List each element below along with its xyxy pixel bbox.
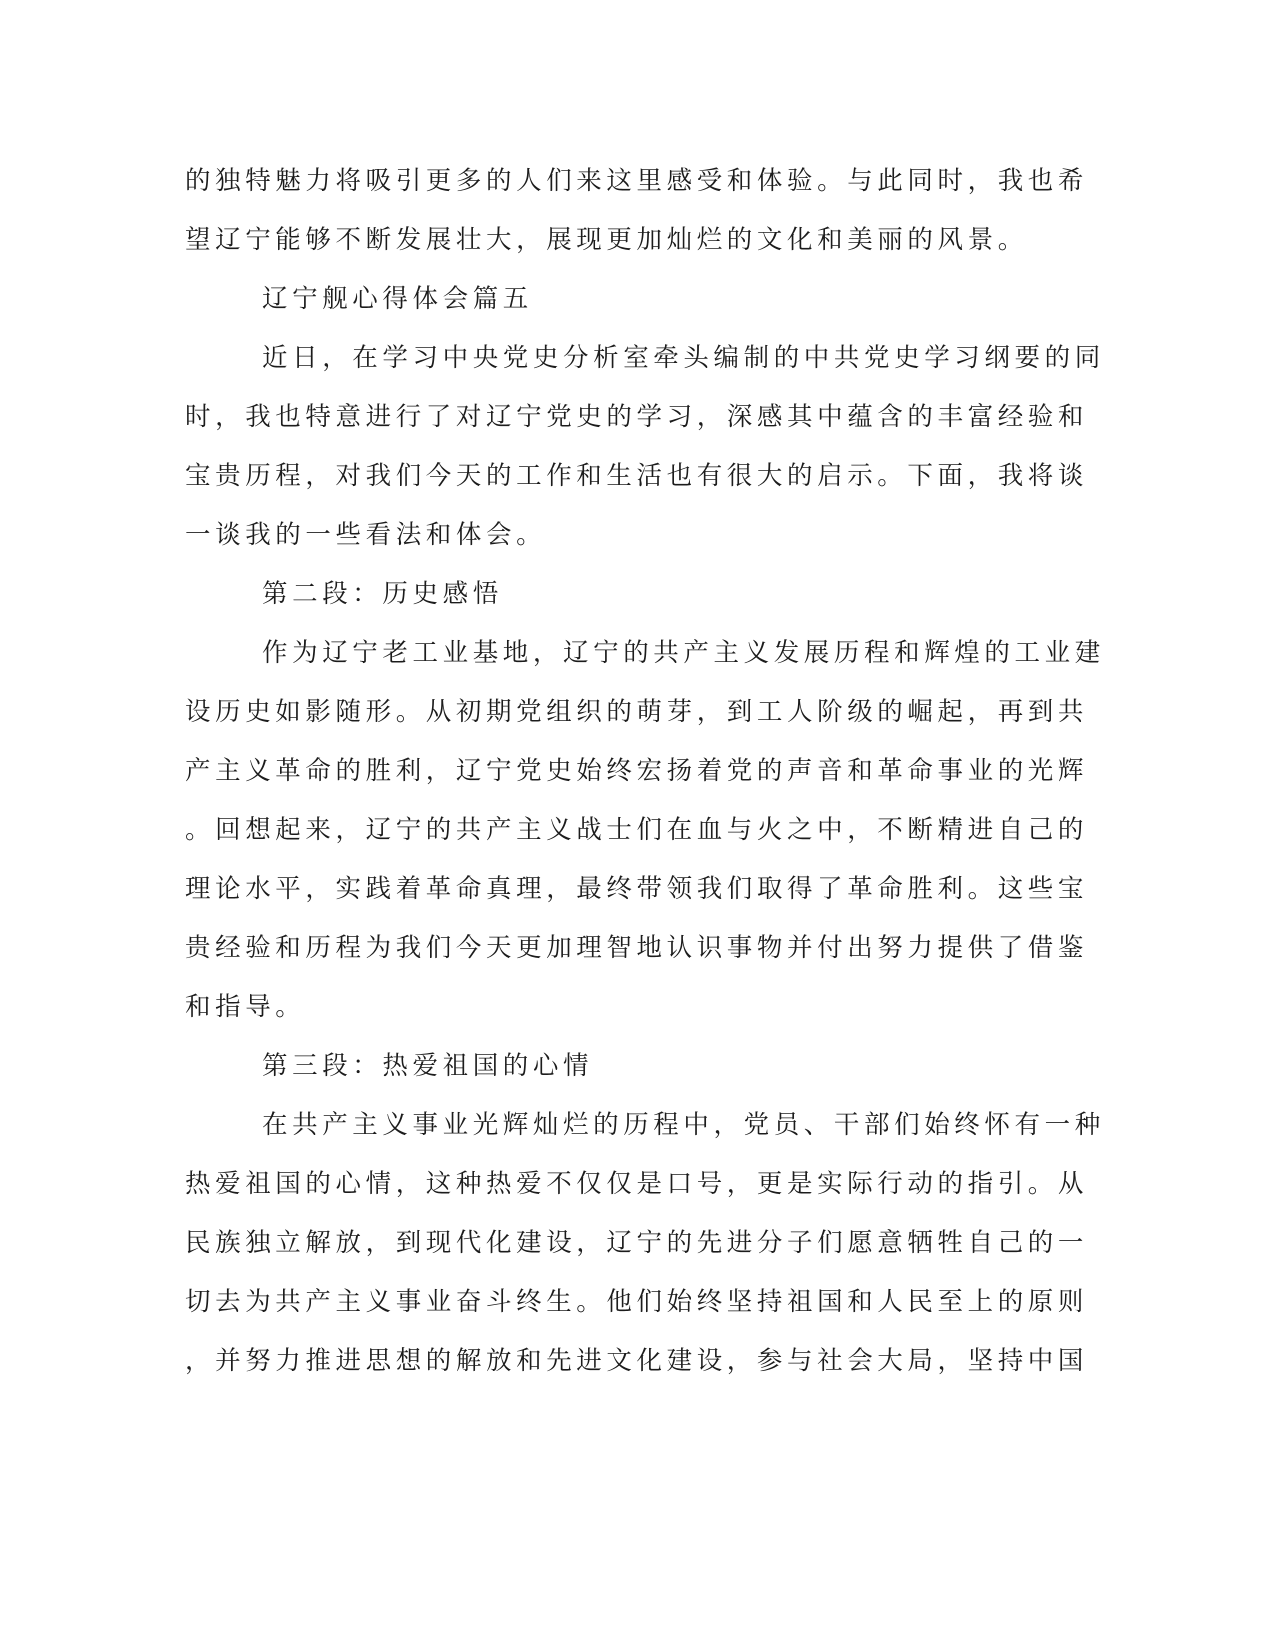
paragraph-line: 设历史如影随形。从初期党组织的萌芽，到工人阶级的崛起，再到共 — [185, 697, 1089, 727]
section-heading: 第二段：历史感悟 — [262, 579, 503, 609]
paragraph-line: 在共产主义事业光辉灿烂的历程中，党员、干部们始终怀有一种 — [262, 1110, 1105, 1140]
paragraph-line: 和指导。 — [185, 992, 306, 1022]
paragraph-line: 产主义革命的胜利，辽宁党史始终宏扬着党的声音和革命事业的光辉 — [185, 756, 1089, 786]
paragraph-line: 作为辽宁老工业基地，辽宁的共产主义发展历程和辉煌的工业建 — [262, 638, 1105, 668]
paragraph-line: 近日，在学习中央党史分析室牵头编制的中共党史学习纲要的同 — [262, 343, 1105, 373]
paragraph-line: 宝贵历程，对我们今天的工作和生活也有很大的启示。下面，我将谈 — [185, 461, 1089, 491]
section-heading: 第三段：热爱祖国的心情 — [262, 1051, 594, 1081]
paragraph-line: 。回想起来，辽宁的共产主义战士们在血与火之中，不断精进自己的 — [185, 815, 1089, 845]
paragraph-line: 民族独立解放，到现代化建设，辽宁的先进分子们愿意牺牲自己的一 — [185, 1228, 1089, 1258]
paragraph-line: 时，我也特意进行了对辽宁党史的学习，深感其中蕴含的丰富经验和 — [185, 402, 1089, 432]
paragraph-line: 热爱祖国的心情，这种热爱不仅仅是口号，更是实际行动的指引。从 — [185, 1169, 1089, 1199]
paragraph-line: 切去为共产主义事业奋斗终生。他们始终坚持祖国和人民至上的原则 — [185, 1287, 1089, 1317]
paragraph-line: 贵经验和历程为我们今天更加理智地认识事物并付出努力提供了借鉴 — [185, 933, 1089, 963]
paragraph-line: 一谈我的一些看法和体会。 — [185, 520, 547, 550]
paragraph-line: ，并努力推进思想的解放和先进文化建设，参与社会大局，坚持中国 — [185, 1346, 1089, 1376]
section-heading: 辽宁舰心得体会篇五 — [262, 284, 533, 314]
paragraph-line: 的独特魅力将吸引更多的人们来这里感受和体验。与此同时，我也希 — [185, 166, 1089, 196]
paragraph-line: 理论水平，实践着革命真理，最终带领我们取得了革命胜利。这些宝 — [185, 874, 1089, 904]
paragraph-line: 望辽宁能够不断发展壮大，展现更加灿烂的文化和美丽的风景。 — [185, 225, 1028, 255]
